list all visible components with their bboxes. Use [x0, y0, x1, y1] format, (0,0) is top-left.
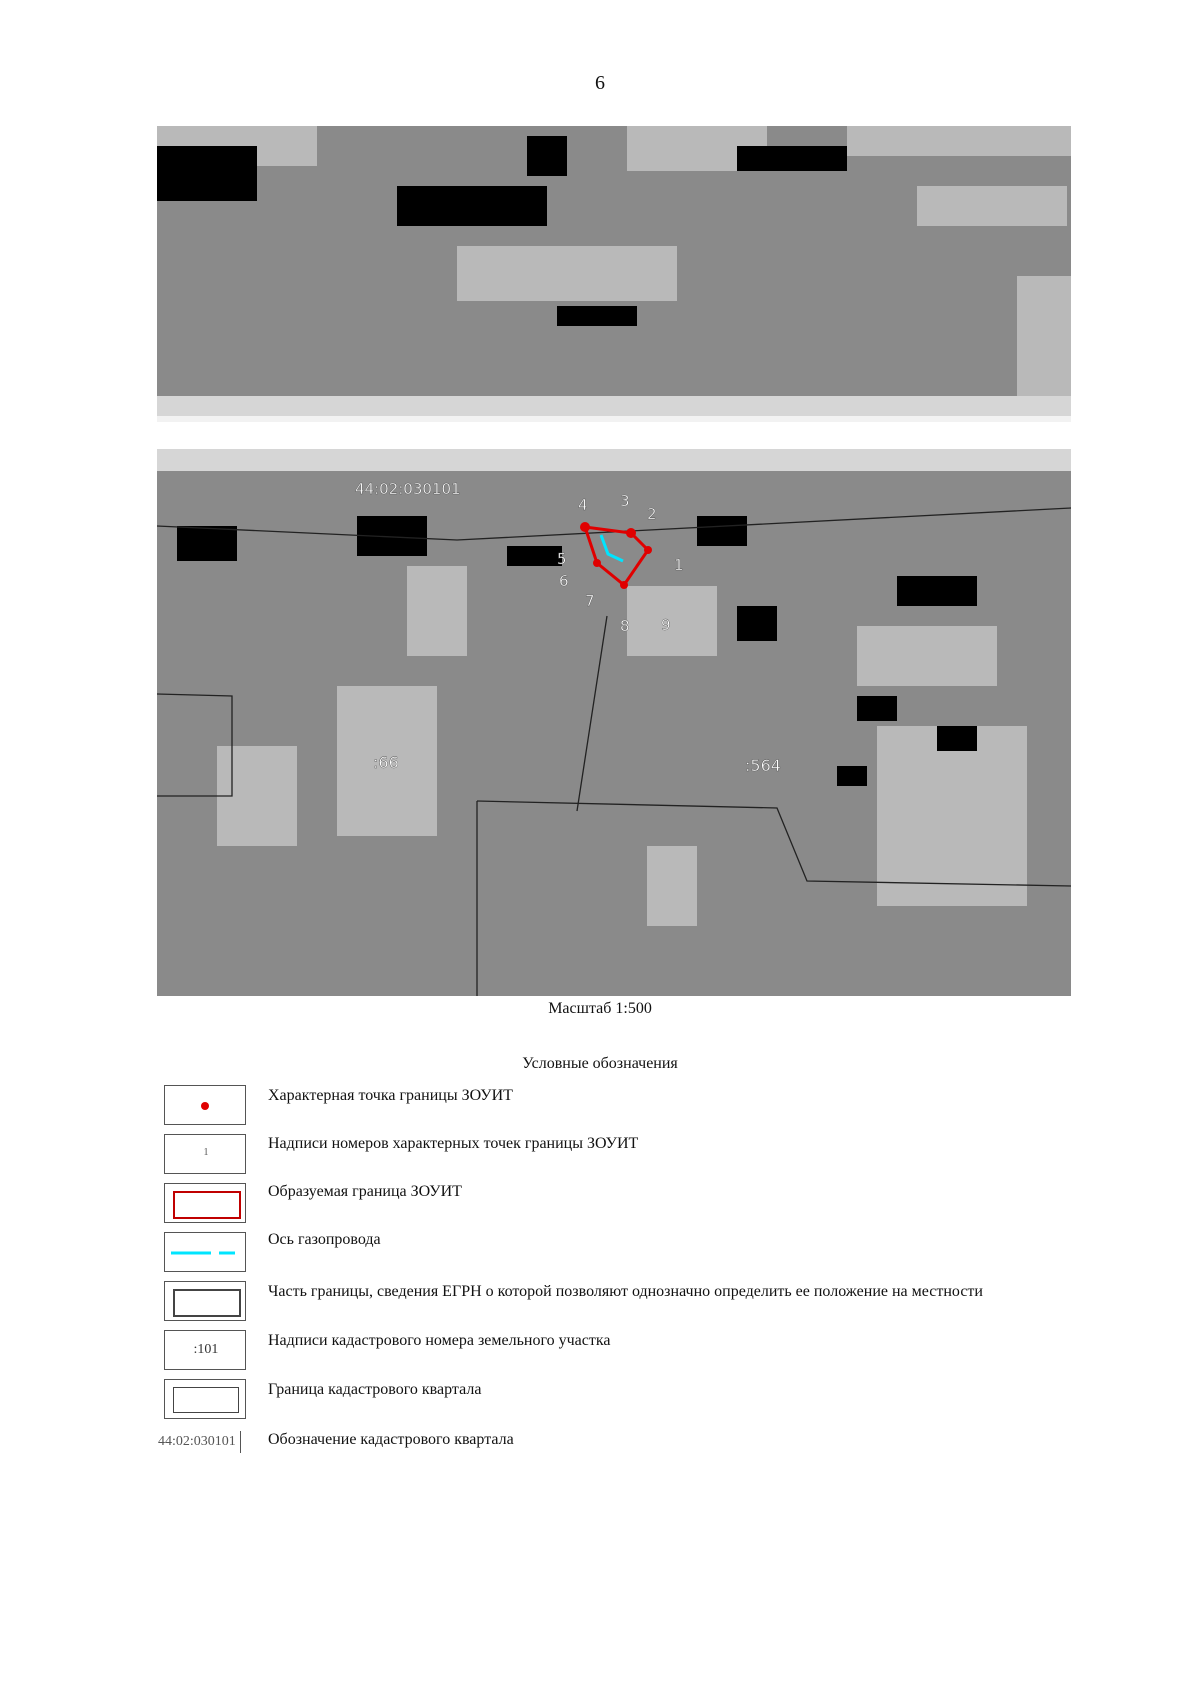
point-label-7: 7	[585, 592, 595, 610]
scale-caption: Масштаб 1:500	[548, 1000, 652, 1017]
gray-rectangle-icon	[173, 1289, 241, 1317]
thin-rectangle-icon	[173, 1387, 239, 1413]
cadastral-number-sample: :101	[193, 1342, 219, 1357]
page-number: 6	[595, 72, 605, 94]
zouit-point	[644, 546, 652, 554]
legend-swatch-point-number	[164, 1134, 246, 1174]
legend-swatch-cyan-dash	[164, 1232, 246, 1272]
cyan-dash-icon	[165, 1233, 245, 1271]
legend-label: Обозначение кадастрового квартала	[268, 1431, 514, 1448]
legend-label: Образуемая граница ЗОУИТ	[268, 1183, 462, 1200]
legend-swatch-gray-rectangle	[164, 1281, 246, 1321]
map-parcel-label-564: :564	[745, 756, 781, 775]
zouit-point	[580, 522, 590, 532]
zouit-point	[620, 581, 628, 589]
legend-swatch-red-rectangle	[164, 1183, 246, 1223]
point-label-1: 1	[674, 556, 684, 574]
legend-swatch-cadastral-number	[164, 1330, 246, 1370]
legend-label: Ось газопровода	[268, 1231, 381, 1248]
point-label-5: 5	[557, 550, 567, 568]
red-dot-icon	[201, 1102, 209, 1110]
legend-label: Характерная точка границы ЗОУИТ	[268, 1087, 513, 1104]
legend-label: Надписи кадастрового номера земельного участка	[268, 1332, 611, 1349]
point-label-3: 3	[620, 492, 630, 510]
point-label-6: 6	[559, 572, 569, 590]
point-label-4: 4	[578, 496, 588, 514]
map-parcel-label-66: :66	[373, 753, 399, 772]
legend-swatch-red-dot	[164, 1085, 246, 1125]
point-label-9: 9	[661, 616, 671, 634]
quarter-label-sample: 44:02:030101	[158, 1431, 241, 1453]
legend-label: Граница кадастрового квартала	[268, 1381, 482, 1398]
cadastral-map[interactable]	[157, 126, 1071, 996]
zouit-point	[593, 559, 601, 567]
point-label-2: 2	[647, 505, 657, 523]
road-highlight	[157, 421, 1071, 449]
legend-swatch-thin-rectangle	[164, 1379, 246, 1419]
point-label-8: 8	[620, 617, 630, 635]
legend-title: Условные обозначения	[522, 1055, 678, 1072]
map-quarter-label: 44:02:030101	[355, 480, 461, 498]
point-number-sample: 1	[203, 1147, 209, 1158]
legend-label: Часть границы, сведения ЕГРН о которой позволяют однозначно определить ее положение на местности	[268, 1283, 983, 1300]
legend-label: Надписи номеров характерных точек границы ЗОУИТ	[268, 1135, 639, 1152]
red-rectangle-icon	[173, 1191, 241, 1219]
zouit-point	[626, 528, 636, 538]
